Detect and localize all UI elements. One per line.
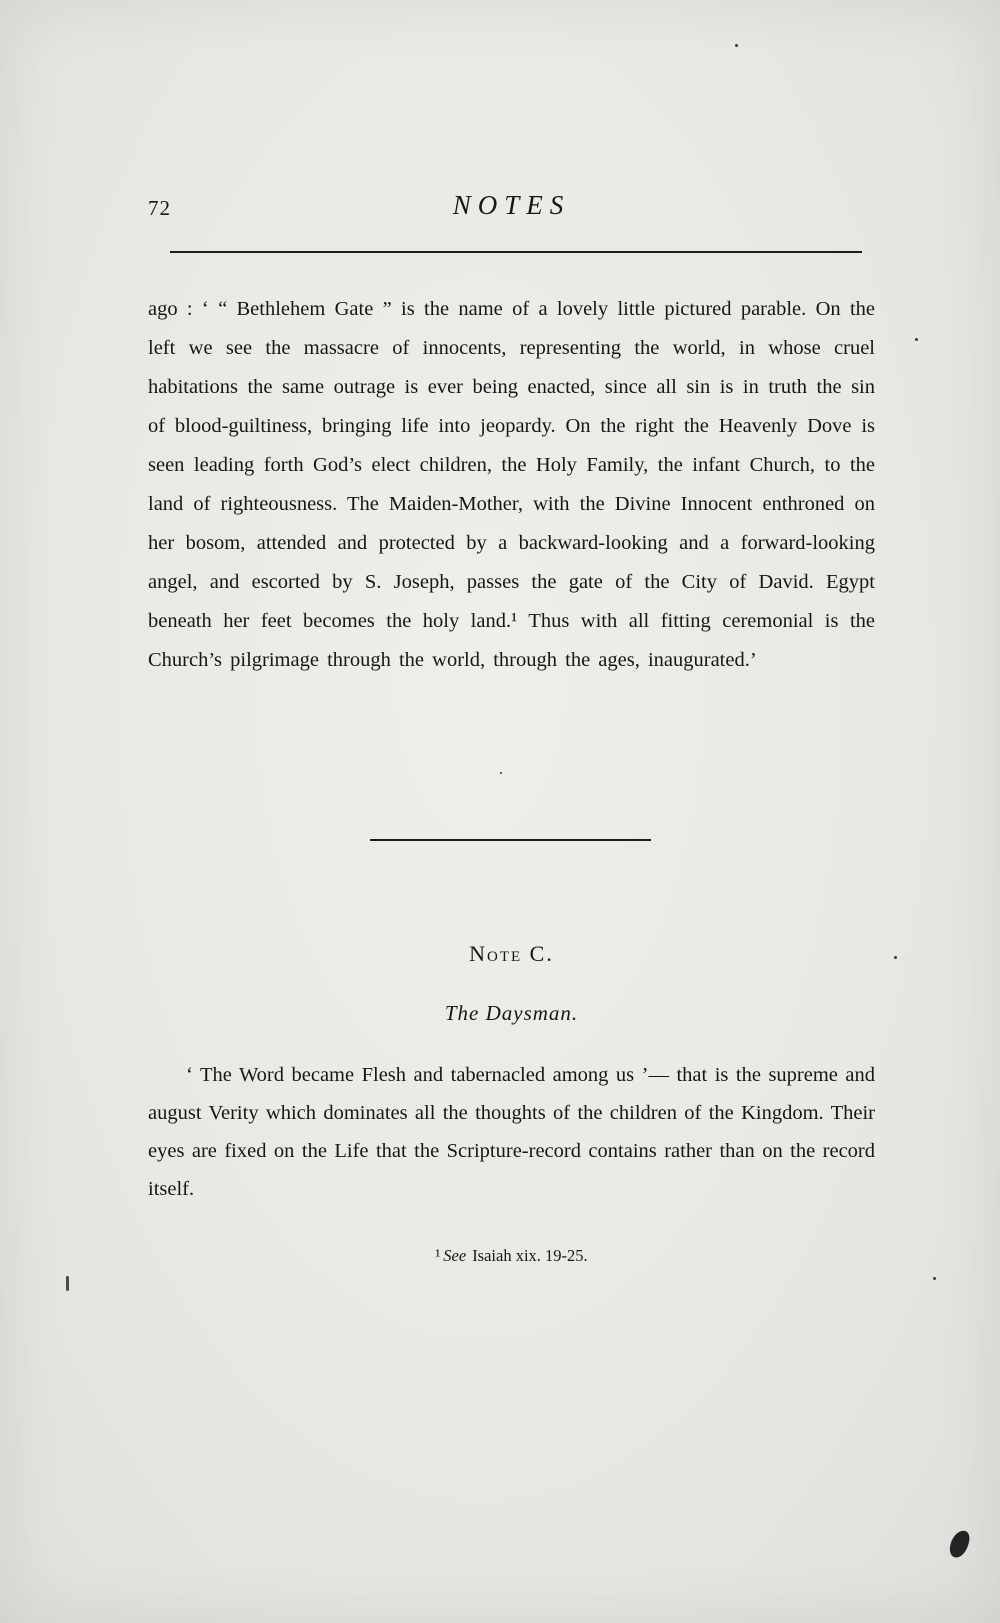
footnote: [148, 1246, 875, 1266]
scan-speck: [735, 44, 738, 47]
section-divider-rule: [370, 839, 651, 841]
scan-speck: [915, 338, 918, 341]
scan-speck: [500, 772, 502, 774]
footnote-reference: Isaiah xix. 19-25.: [472, 1246, 588, 1265]
header-rule: [170, 251, 862, 253]
note-heading: Note C.: [469, 941, 554, 966]
footnote-marker: ¹: [435, 1246, 441, 1265]
scan-speck: [894, 956, 897, 959]
note-paragraph: ‘ The Word became Flesh and tabernacled among us ’— that is the supreme and august Verity which dominates all the thoughts of the children of the Kingdom. Their eyes are fixed on the Life that the Scripture-record contains rather than on the record itself.: [148, 1064, 875, 1200]
footnote-see-label: See: [443, 1246, 467, 1265]
page-header-title: NOTES: [452, 190, 571, 220]
main-paragraph: ago : ‘ “ Bethlehem Gate ” is the name of a lovely little pictured parable. On the left we see the massacre of innocents, representing the world, in whose cruel habitations the same outrage is ever being enacted, since all sin is in truth the sin of blood-guiltiness, bringing life into jeopardy. On the right the Heavenly Dove is seen leading forth God’s elect children, the Holy Family, the infant Church, to the land of righteousness. The Maiden-Mother, with the Divine Innocent enthroned on her bosom, attended and protected by a backward-looking and a forward-looking angel, and escorted by S. Joseph, passes the gate of the City of David. Egypt beneath her feet becomes the holy land.¹ Thus with all fitting ceremonial is the Church’s pilgrimage through the world, through the ages, inaugurated.’: [148, 298, 875, 671]
page-number: 72: [148, 196, 171, 220]
scan-margin-mark: [66, 1276, 69, 1291]
note-subheading: The Daysman.: [444, 1001, 579, 1025]
scan-speck: [933, 1277, 936, 1280]
